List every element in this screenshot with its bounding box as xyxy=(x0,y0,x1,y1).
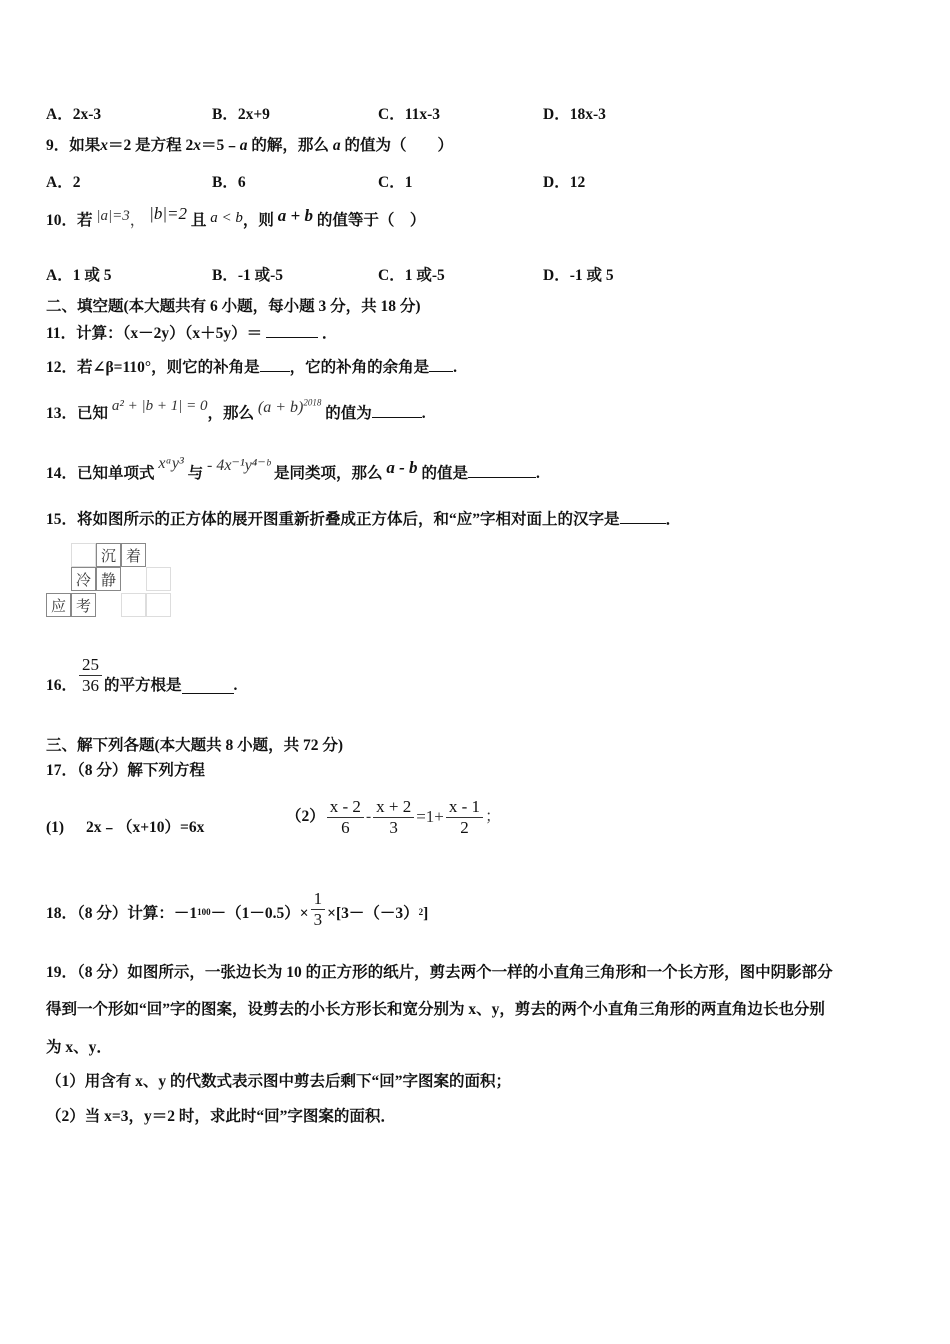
q17-part2: （2） $\frac{x - 2}{6}$ - $\frac{x + 2}{3}$ =1+ $\frac{x - 1}{2}$ ； xyxy=(286,796,501,837)
cube-face-jing: 静 xyxy=(96,567,121,591)
q19-line-2: 得到一个形如“回”字的图案，设剪去的小长方形长和宽分别为 x、y，剪去的两个小直角三角形的两直角边长也分别 xyxy=(46,1001,825,1018)
q17-title: 17．（8 分）解下列方程 xyxy=(46,762,205,779)
q17-fraction-1: $\frac{x - 2}{6}$ xyxy=(327,797,364,838)
q12-blank-2[interactable] xyxy=(429,357,453,372)
q19-line-1: 19．（8 分）如图所示，一张边长为 10 的正方形的纸片，剪去两个一样的小直角三角形和一个长方形，图中阴影部分 xyxy=(46,964,833,981)
q12: 12．若∠β=110°，则它的补角是 ，它的补角的余角是 . xyxy=(46,359,457,376)
q19-subquestion-2: （2）当 x=3，y＝2 时，求此时“回”字图案的面积． xyxy=(46,1108,396,1125)
q8-option-a: A．2x-3 xyxy=(46,106,102,123)
q10-option-c: C．1 或-5 xyxy=(378,267,445,284)
q8-option-b: B．2x+9 xyxy=(212,106,270,123)
section2-heading: 二、填空题(本大题共有 6 小题，每小题 3 分，共 18 分) xyxy=(46,298,421,315)
q8-option-d: D．18x-3 xyxy=(543,106,606,123)
q16-blank[interactable] xyxy=(182,679,234,694)
q10-condition: a < b xyxy=(210,210,243,226)
q9-stem: 9．如果x＝2 是方程 2x＝5﹣a 的解，那么 a 的值为（ ） xyxy=(46,137,453,154)
q16: 16． $\frac{25}{36}$ 的平方根是 . xyxy=(46,654,238,695)
q9-option-a: A．2 xyxy=(46,174,81,191)
cube-net-figure xyxy=(46,543,156,619)
q17-fraction-3: $\frac{x - 1}{2}$ xyxy=(446,797,483,838)
q14-monomial-1: xᵃy³ xyxy=(158,455,184,472)
cube-face-chen: 沉 xyxy=(96,543,121,567)
q10-abs-a: |a|=3 xyxy=(96,208,130,224)
q14-blank[interactable] xyxy=(468,463,536,478)
q19-line-3: 为 x、y． xyxy=(46,1039,112,1056)
q14-expr: a - b xyxy=(386,458,418,477)
q10-option-a: A．1 或 5 xyxy=(46,267,112,284)
cube-face-kao: 考 xyxy=(71,593,96,617)
q13-equation: a² + |b + 1| = 0 xyxy=(111,398,208,414)
q14-monomial-2: - 4x⁻¹y⁴⁻ᵇ xyxy=(207,457,271,474)
q9-option-d: D．12 xyxy=(543,174,586,191)
q13: 13．已知 a² + |b + 1| = 0，那么 $(a + b)^{2018}$ 的值为 . xyxy=(46,397,426,422)
q8-option-c: C．11x-3 xyxy=(378,106,441,123)
cube-face-zhe: 着 xyxy=(121,543,146,567)
q19-subquestion-1: （1）用含有 x、y 的代数式表示图中剪去后剩下“回”字图案的面积； xyxy=(46,1073,512,1090)
q17-part1: (1) 2x﹣（x+10）=6x xyxy=(46,819,205,836)
q13-expr: $(a + b)^{2018}$ xyxy=(257,397,322,416)
cube-face-ying: 应 xyxy=(46,593,71,617)
q14: 14．已知单项式 xᵃy³ 与 - 4x⁻¹y⁴⁻ᵇ 是同类项，那么 a - b 的值是 . xyxy=(46,455,540,482)
q10-option-d: D．-1 或 5 xyxy=(543,267,614,284)
q16-fraction: $\frac{25}{36}$ xyxy=(79,655,102,696)
q18-fraction: $\frac{1}{3}$ xyxy=(311,889,326,930)
q12-blank-1[interactable] xyxy=(260,357,290,372)
cube-face-leng: 冷 xyxy=(71,567,96,591)
q10-abs-b: |b|=2 xyxy=(149,204,187,223)
q15: 15．将如图所示的正方体的展开图重新折叠成正方体后，和“应”字相对面上的汉字是 ． xyxy=(46,511,682,528)
q9-option-b: B．6 xyxy=(212,174,246,191)
q13-blank[interactable] xyxy=(372,403,422,418)
q9-option-c: C．1 xyxy=(378,174,413,191)
q15-blank[interactable] xyxy=(620,509,666,524)
q10-stem: 10．若 |a|=3， |b|=2 且 a < b，则 a + b 的值等于（ ） xyxy=(46,204,426,229)
q10-expr: a + b xyxy=(277,206,313,225)
q18: 18．（8 分）计算：－1 100 －（1－0.5）× $\frac{1}{3}$ ×[3－（－3） 2 ] xyxy=(46,889,429,929)
q11-answer-blank[interactable] xyxy=(266,323,318,338)
q10-option-b: B．-1 或-5 xyxy=(212,267,284,284)
section3-heading: 三、解下列各题(本大题共 8 小题，共 72 分) xyxy=(46,737,344,754)
q17-fraction-2: $\frac{x + 2}{3}$ xyxy=(373,797,414,838)
q11: 11．计算：（x－2y）（x＋5y）＝ ． xyxy=(46,325,338,342)
